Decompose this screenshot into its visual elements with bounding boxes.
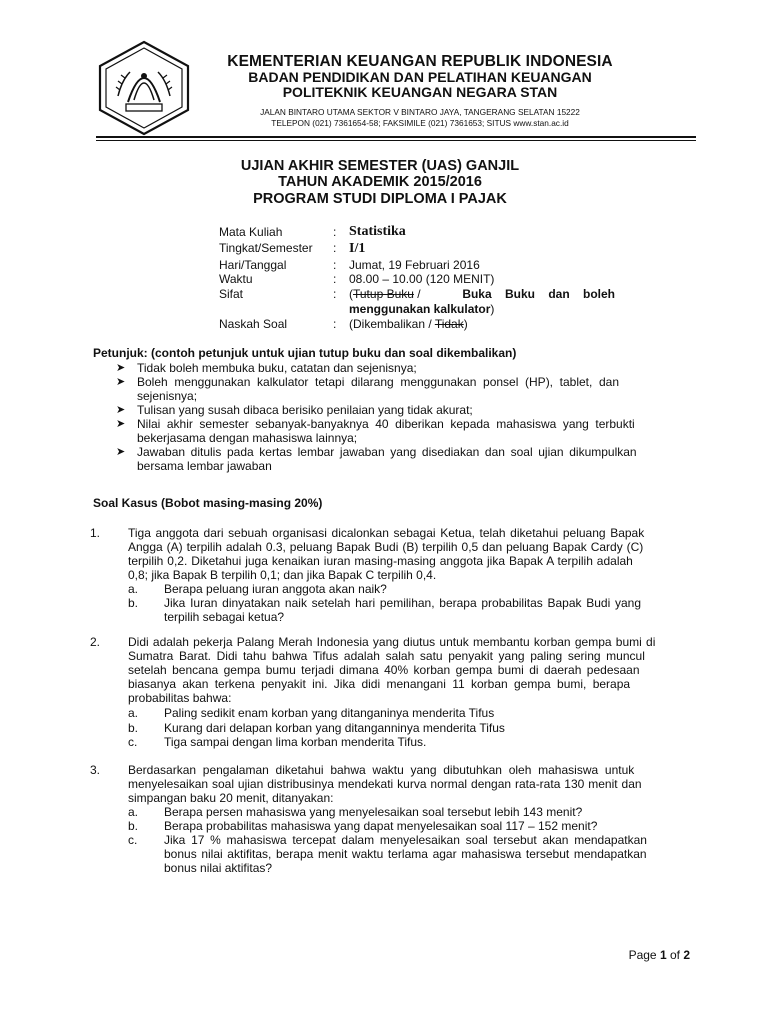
waktu-label: Waktu (219, 272, 253, 286)
hari-label: Hari/Tanggal (219, 258, 287, 272)
instruction-4-line1: Nilai akhir semester sebanyak-banyaknya 40 diberikan kepada mahasiswa yang terbukti (137, 417, 635, 431)
question-3a-letter: a. (128, 805, 139, 819)
academic-year: TAHUN AKADEMIK 2015/2016 (278, 174, 482, 190)
instruction-4-line2: bekerjasama dengan mahasiswa lainnya; (137, 431, 358, 445)
bullet-arrow-icon: ➤ (116, 404, 126, 416)
question-1b-line2: terpilih sebagai ketua? (164, 610, 285, 624)
question-1-number: 1. (90, 526, 101, 540)
cases-heading: Soal Kasus (Bobot masing-masing 20%) (93, 496, 323, 510)
question-3-line3: simpangan baku 20 menit, ditanyakan: (128, 791, 334, 805)
question-3c-line3: bonus nilai aktifitas? (164, 861, 273, 875)
colon: : (333, 272, 337, 286)
question-3a: Berapa persen mahasiswa yang menyelesaikan soal tersebut lebih 143 menit? (164, 805, 583, 819)
instruction-2-line1 (137, 375, 689, 389)
address-line: JALAN BINTARO UTAMA SEKTOR V BINTARO JAYA, TANGERANG SELATAN 15222 (260, 107, 580, 117)
question-1b-line1: Jika Iuran dinyatakan naik setelah hari pemilihan, berapa probabilitas Bapak Budi yang (164, 596, 642, 610)
paren-close: ) (490, 302, 495, 316)
question-3-number: 3. (90, 763, 101, 777)
sifat-prefix (349, 287, 424, 301)
sifat-calculator: menggunakan kalkulator (349, 302, 491, 316)
question-2-line4: biasanya akan terkena penyakit ini. Jika didi menangani 11 korban gempa bumi, berapa (128, 677, 631, 691)
question-2a-letter: a. (128, 706, 139, 720)
exam-title: UJIAN AKHIR SEMESTER (UAS) GANJIL (240, 158, 520, 174)
contact-line: TELEPON (021) 7361654-58; FAKSIMILE (021) 7361653; SITUS www.stan.ac.id (271, 118, 569, 128)
tingkat-label: Tingkat/Semester (219, 241, 313, 255)
study-program: PROGRAM STUDI DIPLOMA I PAJAK (253, 191, 507, 207)
question-3-line2: menyelesaikan soal ujian distribusinya mendekati kurva normal dengan rata-rata 130 menit dan (128, 777, 642, 791)
sifat-strikethrough: Tutup Buku (353, 287, 414, 301)
question-3b-letter: b. (128, 819, 139, 833)
page-footer (600, 948, 690, 962)
question-2c: Tiga sampai dengan lima korban menderita Tifus. (164, 735, 427, 749)
question-3-line1: Berdasarkan pengalaman diketahui bahwa waktu yang dibutuhkan oleh mahasiswa untuk (128, 763, 635, 777)
naskah-strikethrough: Tidak (434, 317, 464, 331)
question-1-line4: 0,8; jika Bapak B terpilih 0,1; dan jika Bapak C terpilih 0,4. (128, 568, 437, 582)
page-word: Page (628, 948, 660, 962)
waktu-value: 08.00 – 10.00 (120 MENIT) (349, 272, 495, 286)
question-1b-letter: b. (128, 596, 139, 610)
mata-kuliah-value: Statistika (349, 224, 406, 239)
question-2-line1: Didi adalah pekerja Palang Merah Indonesia yang diutus untuk membantu korban gempa bumi di (128, 635, 656, 649)
question-3b: Berapa probabilitas mahasiswa yang dapat menyelesaikan soal 117 – 152 menit? (164, 819, 598, 833)
school-name: POLITEKNIK KEUANGAN NEGARA STAN (282, 84, 558, 100)
page-total: 2 (683, 948, 690, 962)
sifat-value-line1 (349, 287, 615, 301)
instructions-heading: Petunjuk: (contoh petunjuk untuk ujian tutup buku dan soal dikembalikan) (93, 346, 517, 360)
question-3c-letter: c. (128, 833, 138, 847)
colon: : (333, 287, 337, 301)
colon: : (333, 241, 337, 255)
colon: : (333, 225, 337, 239)
of-word: of (666, 948, 684, 962)
naskah-value (349, 317, 468, 331)
question-1a: Berapa peluang iuran anggota akan naik? (164, 582, 387, 596)
question-1-line1: Tiga anggota dari sebuah organisasi dicalonkan sebagai Ketua, telah diketahui peluang Bapak (128, 526, 645, 540)
slash: / (413, 287, 424, 301)
instruction-5-line1: Jawaban ditulis pada kertas lembar jawaban yang disediakan dan soal ujian dikumpulkan (137, 445, 637, 459)
question-1-line2: Angga (A) terpilih adalah 0.3, peluang Bapak Budi (B) terpilih 0,5 dan peluang Bapak Cardy (C) (128, 540, 644, 554)
question-2b: Kurang dari delapan korban yang ditanganninya menderita Tifus (164, 721, 505, 735)
mata-kuliah-label: Mata Kuliah (219, 225, 283, 239)
question-2b-letter: b. (128, 721, 139, 735)
question-2-line3: setelah bencana gempa bumu terjadi dimana 40% korban gempa bumi di daerah pedesaan (128, 663, 640, 677)
ministry-emblem-icon (96, 40, 192, 136)
instruction-1: Tidak boleh membuka buku, catatan dan sejenisnya; (137, 361, 417, 375)
bullet-arrow-icon: ➤ (116, 446, 126, 458)
bullet-arrow-icon: ➤ (116, 376, 126, 388)
naskah-label: Naskah Soal (219, 317, 288, 331)
sifat-value-line2 (349, 302, 494, 316)
sifat-label: Sifat (219, 287, 244, 301)
letterhead-rule-thin (96, 140, 696, 141)
naskah-prefix: (Dikembalikan / (349, 317, 435, 331)
bullet-arrow-icon: ➤ (116, 418, 126, 430)
question-3c-line2: bonus nilai aktifitas, berapa menit waktu terlama agar mahasiswa tersebut mendapatkan (164, 847, 647, 861)
page-number: 1 (659, 948, 667, 962)
instruction-2-line2: sejenisnya; (137, 389, 198, 403)
instruction-2-text: Boleh menggunakan kalkulator tetapi dilarang menggunakan ponsel (HP), tablet, dan (137, 375, 619, 389)
paren-open: ( (349, 287, 353, 301)
letterhead-rule-thick (96, 136, 696, 138)
question-3c-line1: Jika 17 % mahasiswa tercepat dalam menyelesaikan soal tersebut akan mendapatkan (164, 833, 647, 847)
question-2-number: 2. (90, 635, 101, 649)
colon: : (333, 317, 337, 331)
instruction-3: Tulisan yang susah dibaca berisiko penilaian yang tidak akurat; (137, 403, 473, 417)
paren-close: ) (463, 317, 468, 331)
question-2-line2: Sumatra Barat. Didi tahu bahwa Tifus adalah salah satu penyakit yang paling sering muncul (128, 649, 645, 663)
sifat-open-book: Buka Buku dan boleh (462, 287, 615, 301)
agency-name: BADAN PENDIDIKAN DAN PELATIHAN KEUANGAN (248, 69, 592, 85)
hari-value: Jumat, 19 Februari 2016 (349, 258, 480, 272)
question-2c-letter: c. (128, 735, 138, 749)
question-2a: Paling sedikit enam korban yang ditanganinya menderita Tifus (164, 706, 495, 720)
question-1a-letter: a. (128, 582, 139, 596)
colon: : (333, 258, 337, 272)
tingkat-value: I/1 (349, 241, 366, 256)
question-1-line3: terpilih 0,2. Diketahui juga kenaikan iuran masing-masing anggota jika Bapak A terpilih adalah (128, 554, 633, 568)
question-2-line5: probabilitas bahwa: (128, 691, 232, 705)
bullet-arrow-icon: ➤ (116, 362, 126, 374)
ministry-name: KEMENTERIAN KEUANGAN REPUBLIK INDONESIA (227, 53, 613, 70)
instruction-5-line2: bersama lembar jawaban (137, 459, 272, 473)
